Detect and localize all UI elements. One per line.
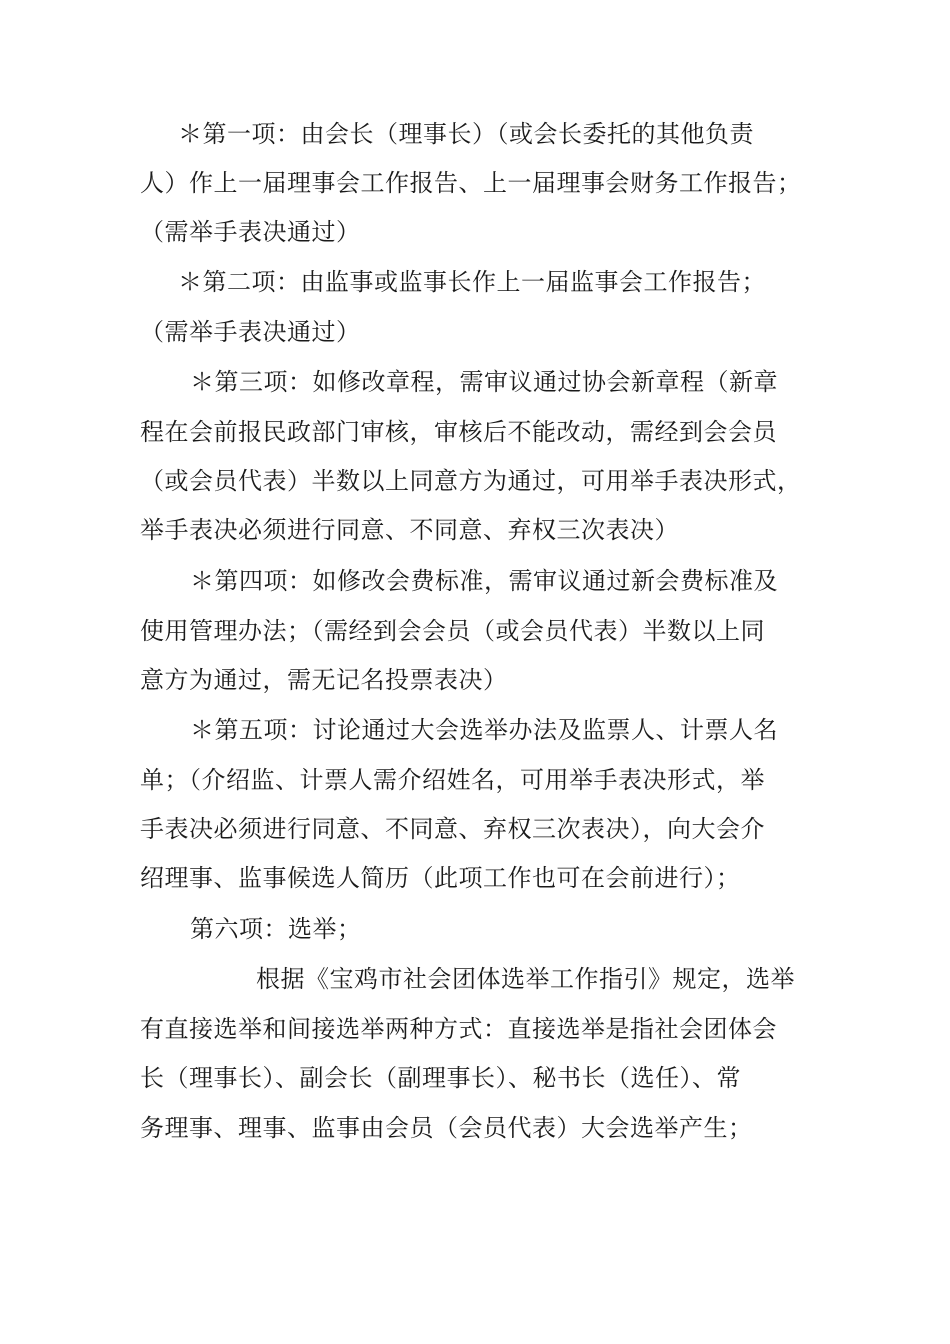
paragraph-line-3: 长（理事长）、副会长（副理事长）、秘书长（选任）、常 [140,1064,741,1092]
item-5-line-2: 单；（介绍监、计票人需介绍姓名，可用举手表决形式，举 [140,766,765,794]
item-3-line-1: ＊第三项：如修改章程，需审议通过协会新章程（新章 [190,368,778,396]
item-3-line-3: （或会员代表）半数以上同意方为通过，可用举手表决形式， [140,467,802,495]
item-1-line-3: （需举手表决通过） [140,218,361,246]
paragraph-line-4: 务理事、理事、监事由会员（会员代表）大会选举产生； [140,1114,753,1142]
item-5-line-4: 绍理事、监事候选人简历（此项工作也可在会前进行）； [140,864,741,892]
item-6-heading: 第六项：选举； [190,915,362,943]
paragraph-line-2: 有直接选举和间接选举两种方式：直接选举是指社会团体会 [140,1015,777,1043]
item-1-line-2: 人）作上一届理事会工作报告、上一届理事会财务工作报告； [140,169,802,197]
item-2-line-1: ＊第二项：由监事或监事长作上一届监事会工作报告； [178,268,766,296]
item-4-line-2: 使用管理办法；（需经到会会员（或会员代表）半数以上同 [140,617,765,645]
item-1-line-1: ＊第一项：由会长（理事长）（或会长委托的其他负责 [178,120,754,148]
item-3-line-4: 举手表决必须进行同意、不同意、弃权三次表决） [140,516,679,544]
item-3-line-2: 程在会前报民政部门审核，审核后不能改动，需经到会会员 [140,418,777,446]
paragraph-line-1: 根据《宝鸡市社会团体选举工作指引》规定，选举 [256,965,795,993]
item-4-line-3: 意方为通过，需无记名投票表决） [140,666,508,694]
item-5-line-1: ＊第五项：讨论通过大会选举办法及监票人、计票人名 [190,716,778,744]
item-2-line-2: （需举手表决通过） [140,318,361,346]
item-4-line-1: ＊第四项：如修改会费标准，需审议通过新会费标准及 [190,567,778,595]
item-5-line-3: 手表决必须进行同意、不同意、弃权三次表决），向大会介 [140,815,765,843]
